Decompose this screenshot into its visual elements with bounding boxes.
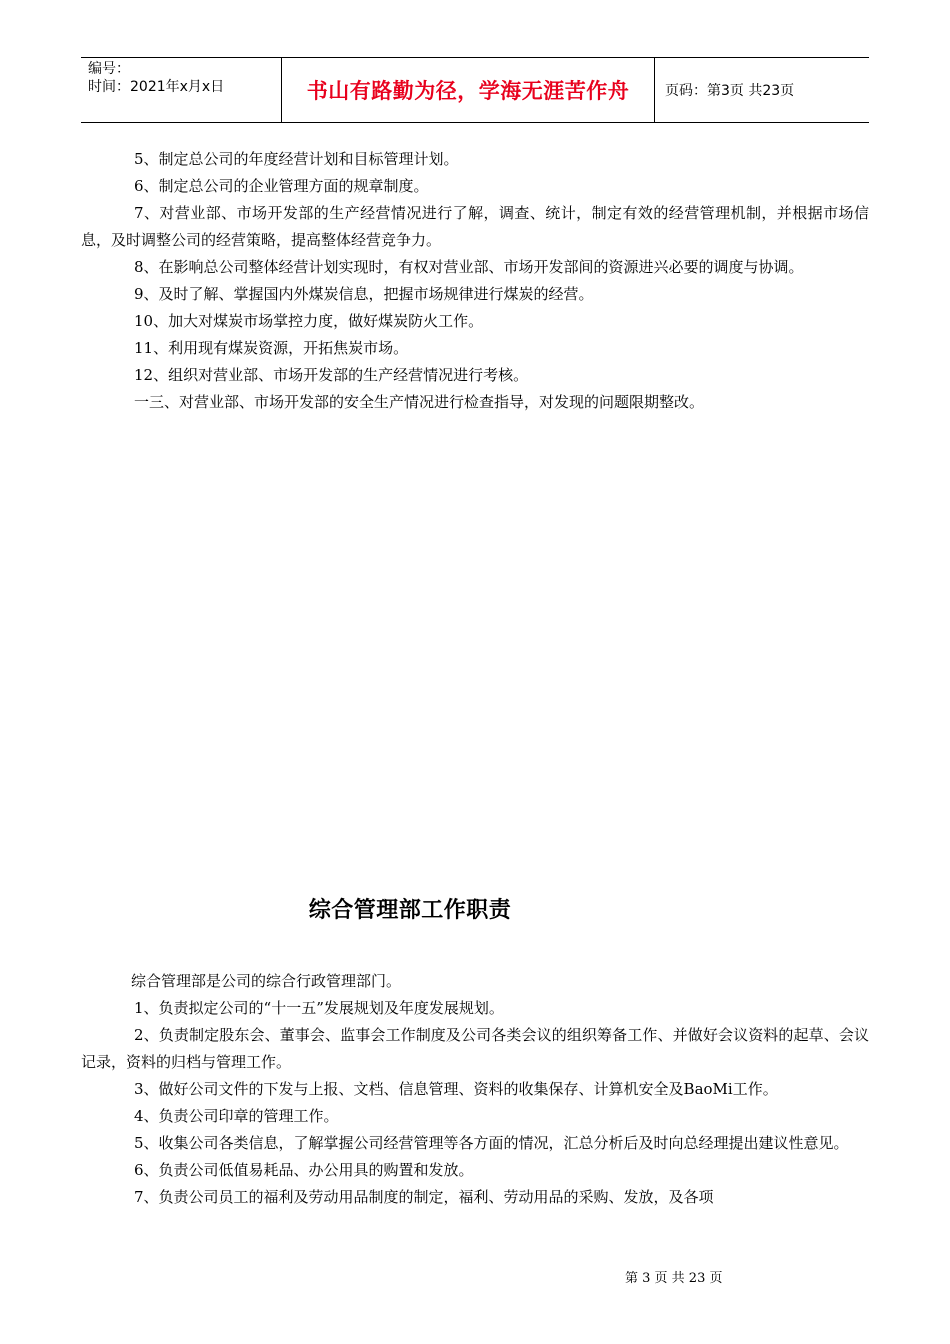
- paragraph: 12、组织对营业部、市场开发部的生产经营情况进行考核。: [134, 366, 529, 384]
- page-header: [81, 57, 869, 123]
- paragraph: 综合管理部是公司的综合行政管理部门。: [131, 972, 402, 990]
- paragraph: 11、利用现有煤炭资源，开拓焦炭市场。: [134, 339, 409, 357]
- paragraph: 8、在影响总公司整体经营计划实现时，有权对营业部、市场开发部间的资源进兴必要的调度与协调。: [134, 258, 804, 276]
- header-motto: 书山有路勤为径，学海无涯苦作舟: [282, 58, 655, 122]
- header-page-info: 页码：第3页 共23页: [665, 83, 795, 99]
- paragraph: 3、做好公司文件的下发与上报、文档、信息管理、资料的收集保存、计算机安全及BaoMi工作。: [134, 1080, 778, 1098]
- document-number-label: 编号：: [88, 61, 130, 77]
- paragraph: 2、负责制定股东会、董事会、监事会工作制度及公司各类会议的组织筹备工作、并做好会议资料的起草、会议记录，资料的归档与管理工作。: [81, 1026, 869, 1071]
- section-duties-continued: [81, 146, 869, 416]
- paragraph: 7、负责公司员工的福利及劳动用品制度的制定，福利、劳动用品的采购、发放，及各项: [134, 1188, 714, 1206]
- paragraph: 6、制定总公司的企业管理方面的规章制度。: [134, 177, 429, 195]
- paragraph: 6、负责公司低值易耗品、办公用具的购置和发放。: [134, 1161, 474, 1179]
- paragraph: 5、收集公司各类信息，了解掌握公司经营管理等各方面的情况，汇总分析后及时向总经理提出建议性意见。: [134, 1134, 849, 1152]
- paragraph: 7、对营业部、市场开发部的生产经营情况进行了解，调查、统计，制定有效的经营管理机制，并根据市场信息，及时调整公司的经营策略，提高整体经营竞争力。: [81, 204, 869, 249]
- page-footer: 第 3 页 共 23 页: [625, 1271, 723, 1286]
- paragraph: 一三、对营业部、市场开发部的安全生产情况进行检查指导，对发现的问题限期整改。: [134, 393, 705, 411]
- section-general-management: [81, 968, 869, 1211]
- paragraph: 10、加大对煤炭市场掌控力度，做好煤炭防火工作。: [134, 312, 484, 330]
- header-meta: [81, 58, 282, 122]
- paragraph: 5、制定总公司的年度经营计划和目标管理计划。: [134, 150, 459, 168]
- paragraph: 4、负责公司印章的管理工作。: [134, 1107, 339, 1125]
- section-title: 综合管理部工作职责: [308, 898, 512, 923]
- paragraph: 9、及时了解、掌握国内外煤炭信息，把握市场规律进行煤炭的经营。: [134, 285, 594, 303]
- paragraph: 1、负责拟定公司的“十一五”发展规划及年度发展规划。: [134, 999, 504, 1017]
- document-time-label: 时间：2021年x月x日: [88, 79, 225, 95]
